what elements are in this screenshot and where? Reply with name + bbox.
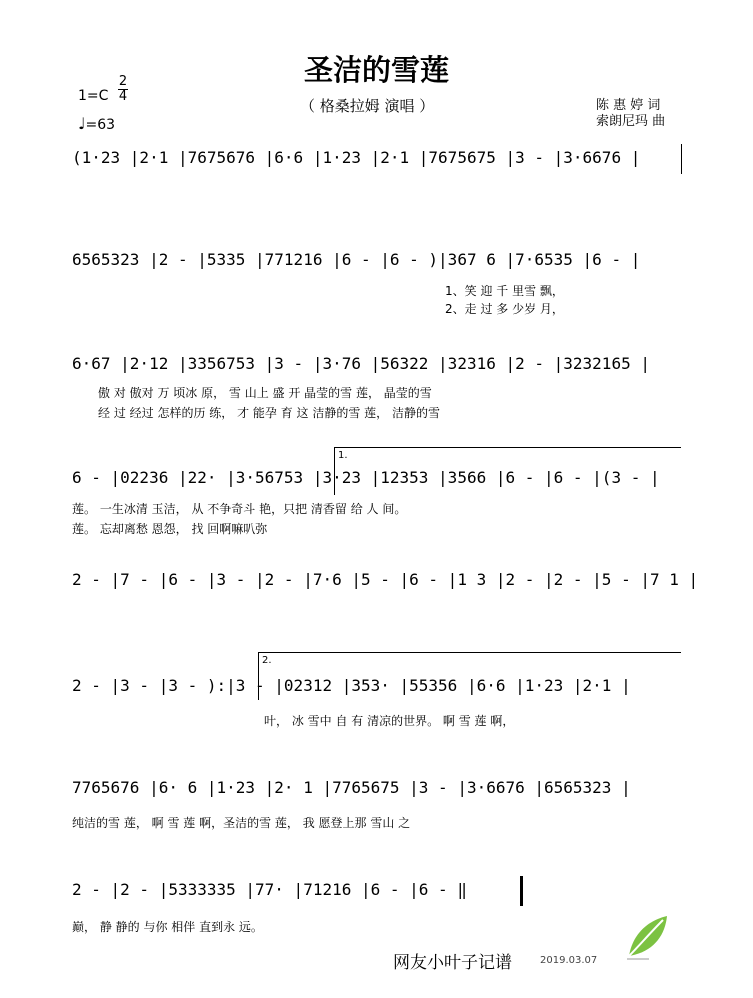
lyric-line: 莲。 忘却离愁 恩怨， 找 回啊嘛叭弥 (72, 522, 268, 536)
lyric-line: 傲 对 傲对 万 顷冰 原， 雪 山上 盛 开 晶莹的雪 莲， 晶莹的雪 (98, 386, 432, 400)
lyric-line: 2、走 过 多 少岁 月， (445, 302, 564, 316)
lyric-line: 莲。 一生冰清 玉洁， 从 不争奇斗 艳，只把 清香留 给 人 间。 (72, 502, 407, 516)
transcriber-credit: 网友小叶子记谱 (393, 953, 512, 973)
lyric-line: 叶， 冰 雪中 自 有 清凉的世界。 啊 雪 莲 啊， (264, 714, 515, 728)
notation-row: 2 - |2 - |5333335 |77· |71216 |6 - |6 - ‖ (72, 880, 467, 899)
barline (681, 144, 682, 174)
lyric-line: 1、笑 迎 千 里雪 飘， (445, 284, 564, 298)
volta-1-label: 1. (338, 450, 348, 461)
tempo-marking: ♩=63 (78, 114, 116, 133)
lyric-line: 纯洁的雪 莲， 啊 雪 莲 啊，圣洁的雪 莲， 我 愿登上那 雪山 之 (72, 816, 411, 830)
time-signature: $\frac{2}{4}$ (118, 74, 128, 104)
lyric-line: 巅， 静 静的 与你 相伴 直到永 远。 (72, 920, 263, 934)
volta-bracket-2 (258, 652, 681, 653)
notation-row: 2 - |3 - |3 - ):|3 - |02312 |353· |55356 |6·6 |1·23 |2·1 | (72, 676, 631, 695)
notation-row: 6565323 |2 - |5335 |771216 |6 - |6 - )|367 6 |7·6535 |6 - | (72, 250, 641, 269)
notation-row: 6 - |02236 |22· |3·56753 |3·23 |12353 |3566 |6 - |6 - |(3 - | (72, 468, 660, 487)
song-title: 圣洁的雪莲 (303, 53, 449, 87)
quarter-note-icon: ♩ (78, 114, 86, 133)
transcription-date: 2019.03.07 (540, 955, 598, 966)
volta-bracket-1 (334, 447, 681, 448)
notation-row: (1·23 |2·1 |7675676 |6·6 |1·23 |2·1 |7675675 |3 - |3·6676 | (72, 148, 641, 167)
key-signature: 1=C (78, 88, 109, 104)
final-barline (520, 876, 523, 906)
notation-row: 6·67 |2·12 |3356753 |3 - |3·76 |56322 |32316 |2 - |3232165 | (72, 354, 650, 373)
notation-row: 7765676 |6· 6 |1·23 |2· 1 |7765675 |3 - |3·6676 |6565323 | (72, 778, 631, 797)
singer-credit: （ 格桑拉姆 演唱 ） (300, 97, 435, 115)
volta-2-label: 2. (262, 655, 272, 666)
composer: 索朗尼玛 曲 (596, 114, 666, 129)
leaf-logo-icon (625, 912, 670, 962)
lyricist: 陈 惠 婷 词 (596, 98, 661, 113)
lyric-line: 经 过 经过 怎样的历 练， 才 能孕 育 这 洁静的雪 莲， 洁静的雪 (98, 406, 440, 420)
notation-row: 2 - |7 - |6 - |3 - |2 - |7·6 |5 - |6 - |1 3 |2 - |2 - |5 - |7 1 | (72, 570, 699, 589)
